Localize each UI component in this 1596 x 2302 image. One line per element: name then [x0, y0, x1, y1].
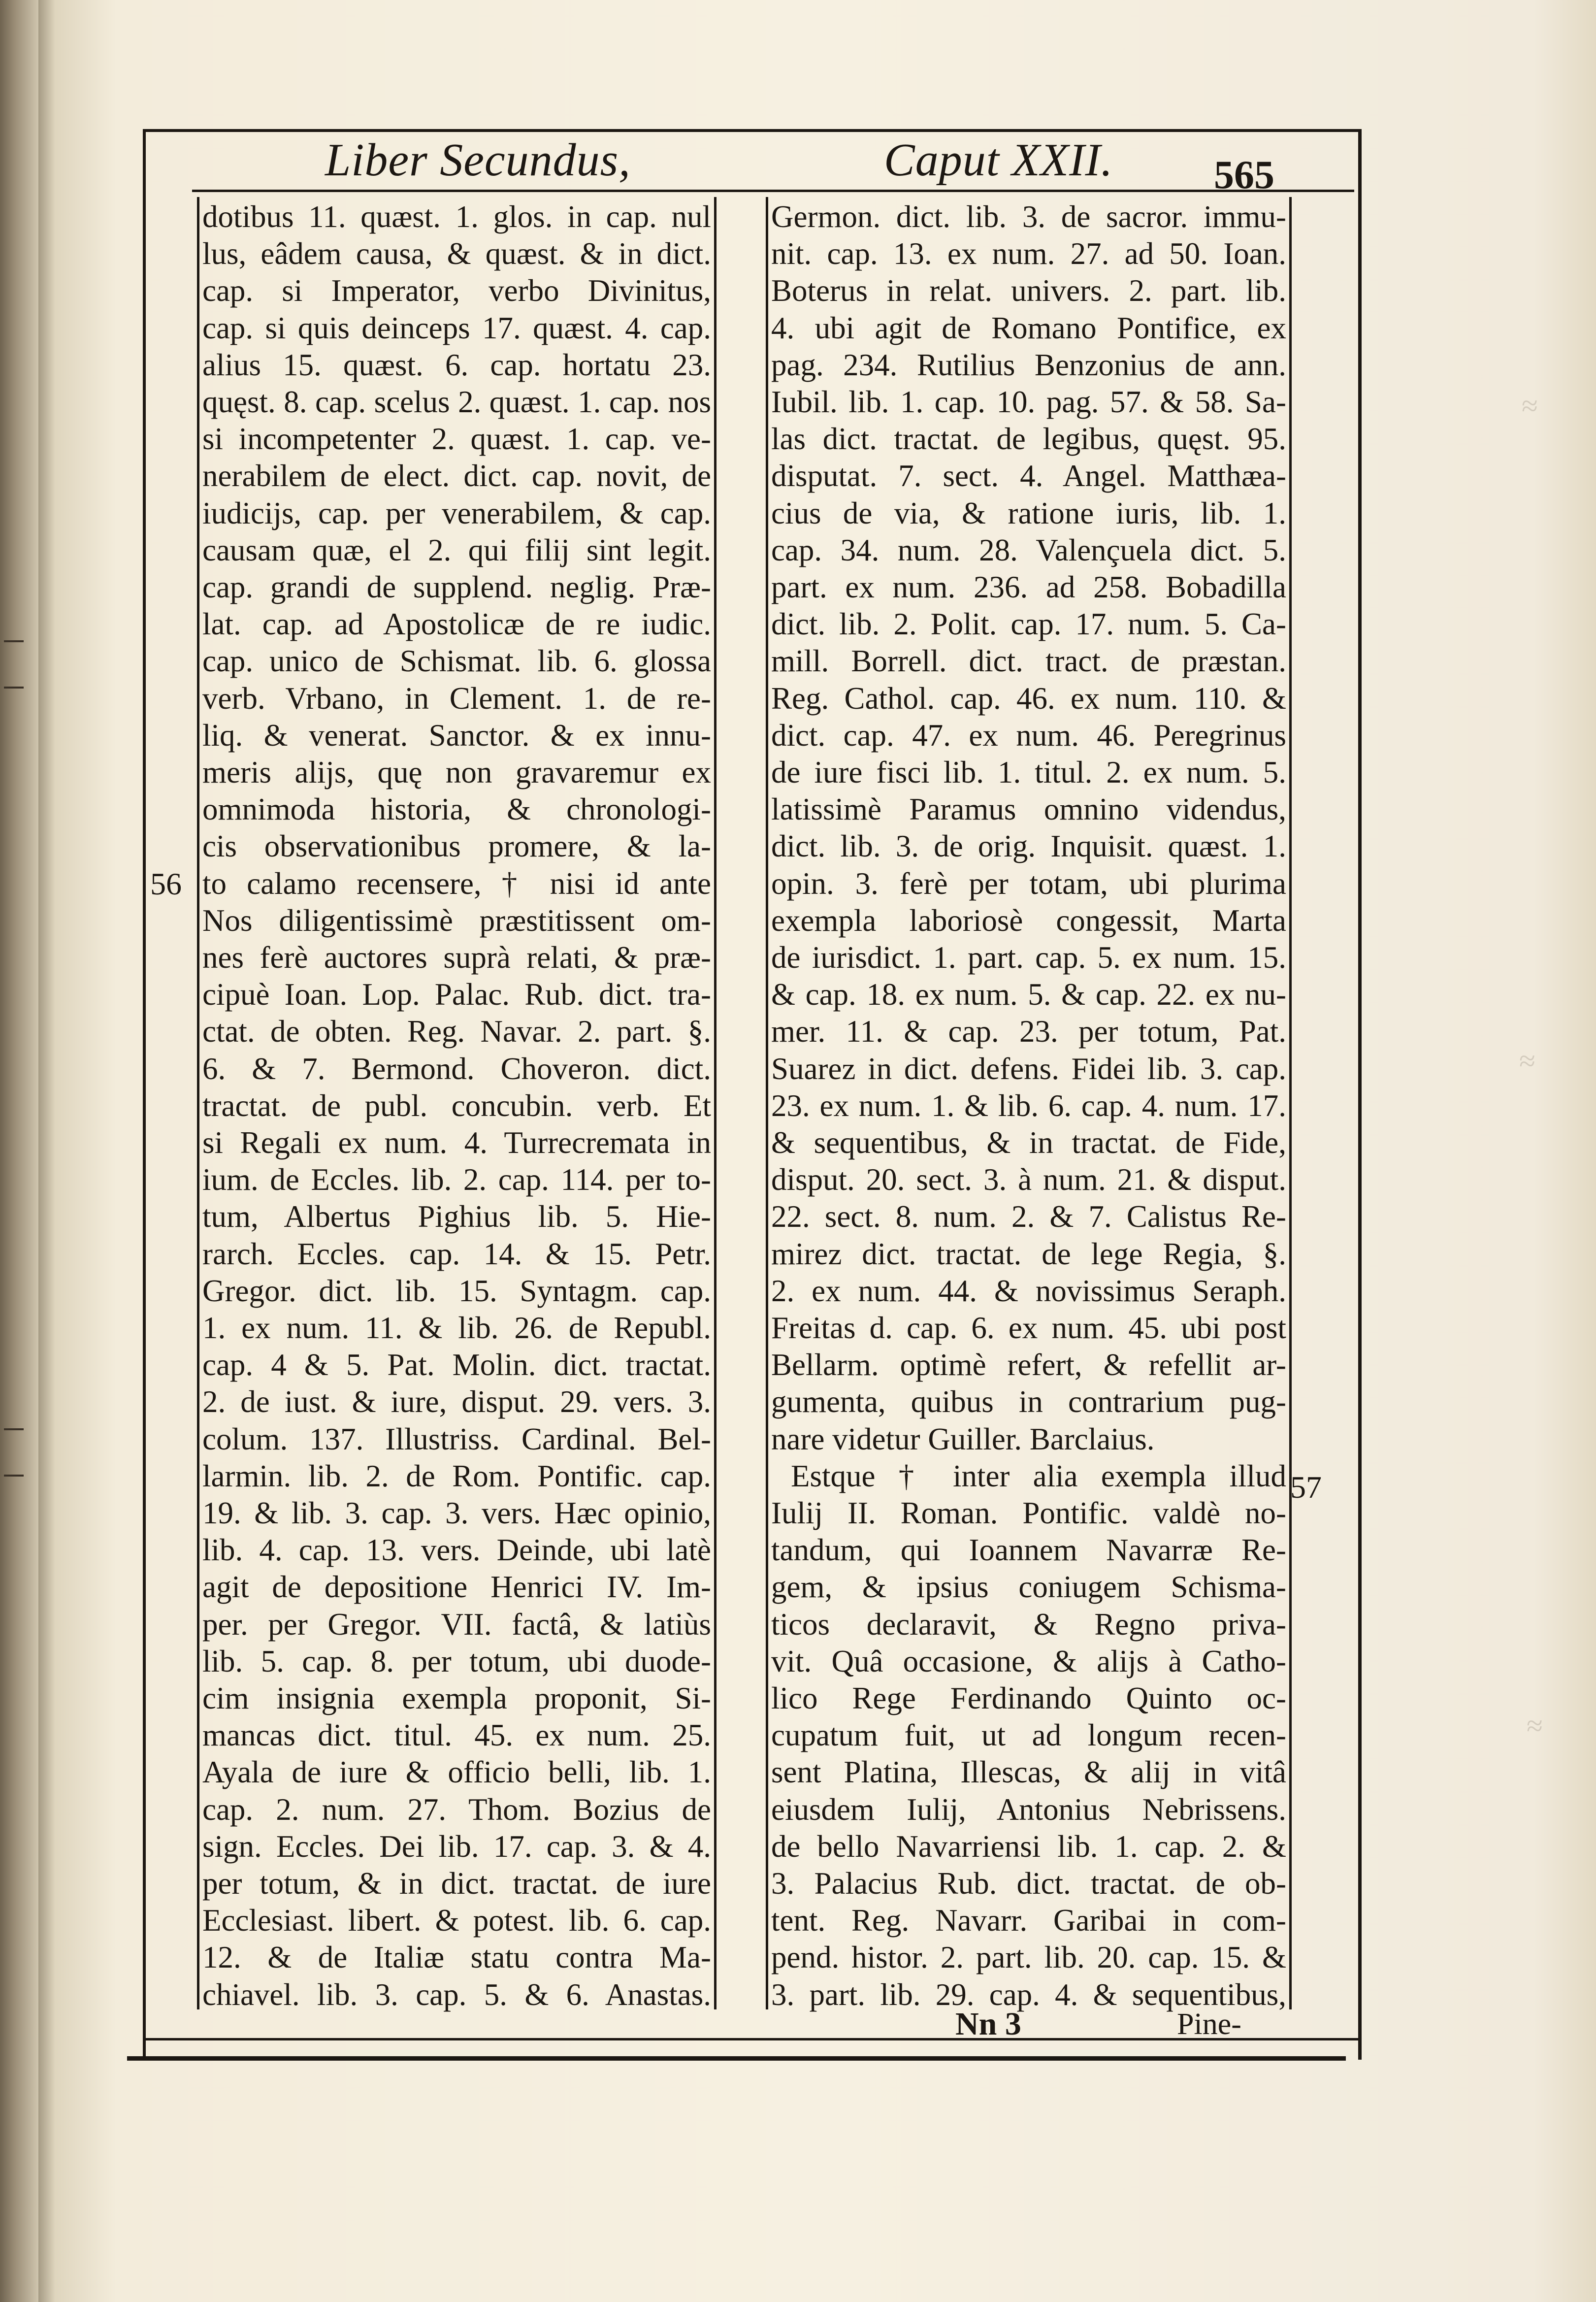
text-line: eiusdem Iulij, Antonius Nebrissens. [771, 1792, 1286, 1827]
show-through-mark: ≈ [1522, 390, 1538, 422]
text-line: lib. 4. cap. 13. vers. Deinde, ubi latè [202, 1533, 711, 1568]
page-number: 565 [1214, 152, 1274, 197]
text-line: cap. grandi de supplend. neglig. Præ- [202, 570, 711, 604]
text-line: 2. de iust. & iure, disput. 29. vers. 3. [202, 1384, 711, 1419]
text-line: nerabilem de elect. dict. cap. novit, de [202, 459, 711, 493]
text-line: Nos diligentissimè præstitissent om- [202, 903, 711, 938]
text-line: sign. Eccles. Dei lib. 17. cap. 3. & 4. [202, 1829, 711, 1864]
text-line: tractat. de publ. concubin. verb. Et [202, 1088, 711, 1123]
text-line: cap. si quis deinceps 17. quæst. 4. cap. [202, 310, 711, 345]
running-head-book: Liber Secundus, [325, 134, 631, 186]
gutter-shadow [38, 0, 55, 2302]
text-line: mer. 11. & cap. 23. per totum, Pat. [771, 1014, 1286, 1049]
text-line: to calamo recensere, † nisi id ante [202, 866, 711, 901]
text-line: cim insignia exempla proponit, Si- [202, 1681, 711, 1715]
text-line: nare videtur Guiller. Barclaius. [771, 1421, 1155, 1456]
text-line: 4. ubi agit de Romano Pontifice, ex [771, 310, 1286, 345]
text-line: Estque † inter alia exempla illud [791, 1458, 1286, 1493]
text-line: cis observationibus promere, & la- [202, 829, 711, 864]
text-line: ctat. de obten. Reg. Navar. 2. part. §. [202, 1014, 711, 1049]
text-line: Iulij II. Roman. Pontific. valdè no- [771, 1496, 1286, 1530]
text-line: de iure fisci lib. 1. titul. 2. ex num. 5. [771, 755, 1286, 789]
text-line: Gregor. dict. lib. 15. Syntagm. cap. [202, 1273, 711, 1308]
text-line: mancas dict. titul. 45. ex num. 25. [202, 1718, 711, 1753]
text-line: quęst. 8. cap. scelus 2. quæst. 1. cap. nos [202, 385, 711, 419]
text-line: si Regali ex num. 4. Turrecremata in [202, 1125, 711, 1160]
text-line: iudicijs, cap. per venerabilem, & cap. [202, 495, 711, 530]
text-line: cipuè Ioan. Lop. Palac. Rub. dict. tra- [202, 977, 711, 1012]
text-line: cap. 34. num. 28. Valençuela dict. 5. [771, 532, 1286, 567]
bottom-rule-heavy [127, 2056, 1346, 2061]
top-rule [143, 129, 1359, 132]
text-line: cap. 4 & 5. Pat. Molin. dict. tractat. [202, 1348, 711, 1382]
text-line: sent Platina, Illescas, & alij in vitâ [771, 1755, 1286, 1790]
text-line: alius 15. quæst. 6. cap. hortatu 23. [202, 347, 711, 382]
text-line: cap. 2. num. 27. Thom. Bozius de [202, 1792, 711, 1827]
text-line: verb. Vrbano, in Clement. 1. de re- [202, 681, 711, 716]
text-line: lib. 5. cap. 8. per totum, ubi duode- [202, 1644, 711, 1678]
running-head-chapter: Caput XXII. [884, 134, 1113, 186]
catchword: Pine- [1177, 2007, 1241, 2041]
text-line: las dict. tractat. de legibus, quęst. 95. [771, 422, 1286, 457]
text-line: Ecclesiast. libert. & potest. lib. 6. cap. [202, 1903, 711, 1938]
text-line: rarch. Eccles. cap. 14. & 15. Petr. [202, 1236, 711, 1271]
show-through-mark: ≈ [1527, 1710, 1543, 1742]
text-line: lico Rege Ferdinando Quinto oc- [771, 1681, 1286, 1715]
text-line: si incompetenter 2. quæst. 1. cap. ve- [202, 422, 711, 457]
text-line: Suarez in dict. defens. Fidei lib. 3. cap. [771, 1051, 1286, 1086]
text-line: 6. & 7. Bermond. Choveron. dict. [202, 1051, 711, 1086]
text-line: gem, & ipsius coniugem Schisma- [771, 1570, 1286, 1605]
text-line: 1. ex num. 11. & lib. 26. de Republ. [202, 1311, 711, 1345]
text-line: cap. unico de Schismat. lib. 6. glossa [202, 644, 711, 679]
text-line: cius de via, & ratione iuris, lib. 1. [771, 495, 1286, 530]
text-line: Ayala de iure & officio belli, lib. 1. [202, 1755, 711, 1790]
text-line: nes ferè auctores suprà relati, & præ- [202, 940, 711, 975]
text-line: cupatum fuit, ut ad longum recen- [771, 1718, 1286, 1753]
text-line: 12. & de Italiæ statu contra Ma- [202, 1940, 711, 1975]
margin-number-left: 56 [150, 866, 182, 901]
text-line: part. ex num. 236. ad 258. Bobadilla [771, 570, 1286, 604]
header-rule [192, 190, 1354, 192]
spine-binding-mark [4, 640, 24, 689]
text-line: meris alijs, quę non gravaremur ex [202, 755, 711, 789]
text-line: colum. 137. Illustriss. Cardinal. Bel- [202, 1421, 711, 1456]
text-line: per. per Gregor. VII. factâ, & latiùs [202, 1607, 711, 1642]
text-column-right [766, 197, 1292, 2012]
text-line: lus, eâdem causa, & quæst. & in dict. [202, 236, 711, 271]
text-line: Bellarm. optimè refert, & refellit ar- [771, 1348, 1286, 1382]
bottom-rule [143, 2038, 1359, 2040]
text-line: omnimoda historia, & chronologi- [202, 792, 711, 827]
text-line: agit de depositione Henrici IV. Im- [202, 1570, 711, 1605]
signature-mark: Nn 3 [955, 2006, 1021, 2042]
text-line: tum, Albertus Pighius lib. 5. Hie- [202, 1199, 711, 1234]
text-line: dict. cap. 47. ex num. 46. Peregrinus [771, 718, 1286, 753]
text-line: 3. part. lib. 29. cap. 4. & sequentibus, [771, 1977, 1286, 2012]
text-line: vit. Quâ occasione, & alijs à Catho- [771, 1644, 1286, 1678]
text-line: lat. cap. ad Apostolicæ de re iudic. [202, 607, 711, 642]
text-line: dict. lib. 3. de orig. Inquisit. quæst. 1. [771, 829, 1286, 864]
show-through-mark: ≈ [1519, 1045, 1535, 1077]
spine-binding-mark [4, 1428, 24, 1477]
text-line: pag. 234. Rutilius Benzonius de ann. [771, 347, 1286, 382]
text-line: de iurisdict. 1. part. cap. 5. ex num. 15. [771, 940, 1286, 975]
text-line: tent. Reg. Navarr. Garibai in com- [771, 1903, 1286, 1938]
text-line: 23. ex num. 1. & lib. 6. cap. 4. num. 17. [771, 1088, 1286, 1123]
text-line: per totum, & in dict. tractat. de iure [202, 1866, 711, 1901]
text-column-left [197, 197, 717, 2012]
text-line: & cap. 18. ex num. 5. & cap. 22. ex nu- [771, 977, 1286, 1012]
text-line: larmin. lib. 2. de Rom. Pontific. cap. [202, 1458, 711, 1493]
text-line: disputat. 7. sect. 4. Angel. Matthæa- [771, 459, 1286, 493]
text-line: opin. 3. ferè per totam, ubi plurima [771, 866, 1286, 901]
text-line: chiavel. lib. 3. cap. 5. & 6. Anastas. [202, 1977, 711, 2012]
text-line: nit. cap. 13. ex num. 27. ad 50. Ioan. [771, 236, 1286, 271]
text-line: Germon. dict. lib. 3. de sacror. immu- [771, 199, 1286, 234]
text-line: dotibus 11. quæst. 1. glos. in cap. nul [202, 199, 711, 234]
text-line: mirez dict. tractat. de lege Regia, §. [771, 1236, 1286, 1271]
text-line: Iubil. lib. 1. cap. 10. pag. 57. & 58. Sa- [771, 385, 1286, 419]
text-line: disput. 20. sect. 3. à num. 21. & disput. [771, 1162, 1286, 1197]
text-line: mill. Borrell. dict. tract. de præstan. [771, 644, 1286, 679]
text-line: dict. lib. 2. Polit. cap. 17. num. 5. Ca- [771, 607, 1286, 642]
text-line: latissimè Paramus omnino videndus, [771, 792, 1286, 827]
text-line: 3. Palacius Rub. dict. tractat. de ob- [771, 1866, 1286, 1901]
text-line: exempla laboriosè congessit, Marta [771, 903, 1286, 938]
text-line: tandum, qui Ioannem Navarræ Re- [771, 1533, 1286, 1568]
text-line: 19. & lib. 3. cap. 3. vers. Hæc opinio, [202, 1496, 711, 1530]
book-spine [0, 0, 38, 2302]
margin-number-right: 57 [1290, 1470, 1322, 1505]
text-line: 2. ex num. 44. & novissimus Seraph. [771, 1273, 1286, 1308]
text-line: pend. histor. 2. part. lib. 20. cap. 15. & [771, 1940, 1286, 1975]
text-line: causam quæ, el 2. qui filij sint legit. [202, 532, 711, 567]
text-line: & sequentibus, & in tractat. de Fide, [771, 1125, 1286, 1160]
text-line: ium. de Eccles. lib. 2. cap. 114. per to- [202, 1162, 711, 1197]
text-line: Boterus in relat. univers. 2. part. lib. [771, 273, 1286, 308]
text-line: de bello Navarriensi lib. 1. cap. 2. & [771, 1829, 1286, 1864]
text-line: Reg. Cathol. cap. 46. ex num. 110. & [771, 681, 1286, 716]
text-line: liq. & venerat. Sanctor. & ex innu- [202, 718, 711, 753]
text-line: cap. si Imperator, verbo Divinitus, [202, 273, 711, 308]
text-line: ticos declaravit, & Regno priva- [771, 1607, 1286, 1642]
text-line: Freitas d. cap. 6. ex num. 45. ubi post [771, 1311, 1286, 1345]
text-line: gumenta, quibus in contrarium pug- [771, 1384, 1286, 1419]
text-line: 22. sect. 8. num. 2. & 7. Calistus Re- [771, 1199, 1286, 1234]
